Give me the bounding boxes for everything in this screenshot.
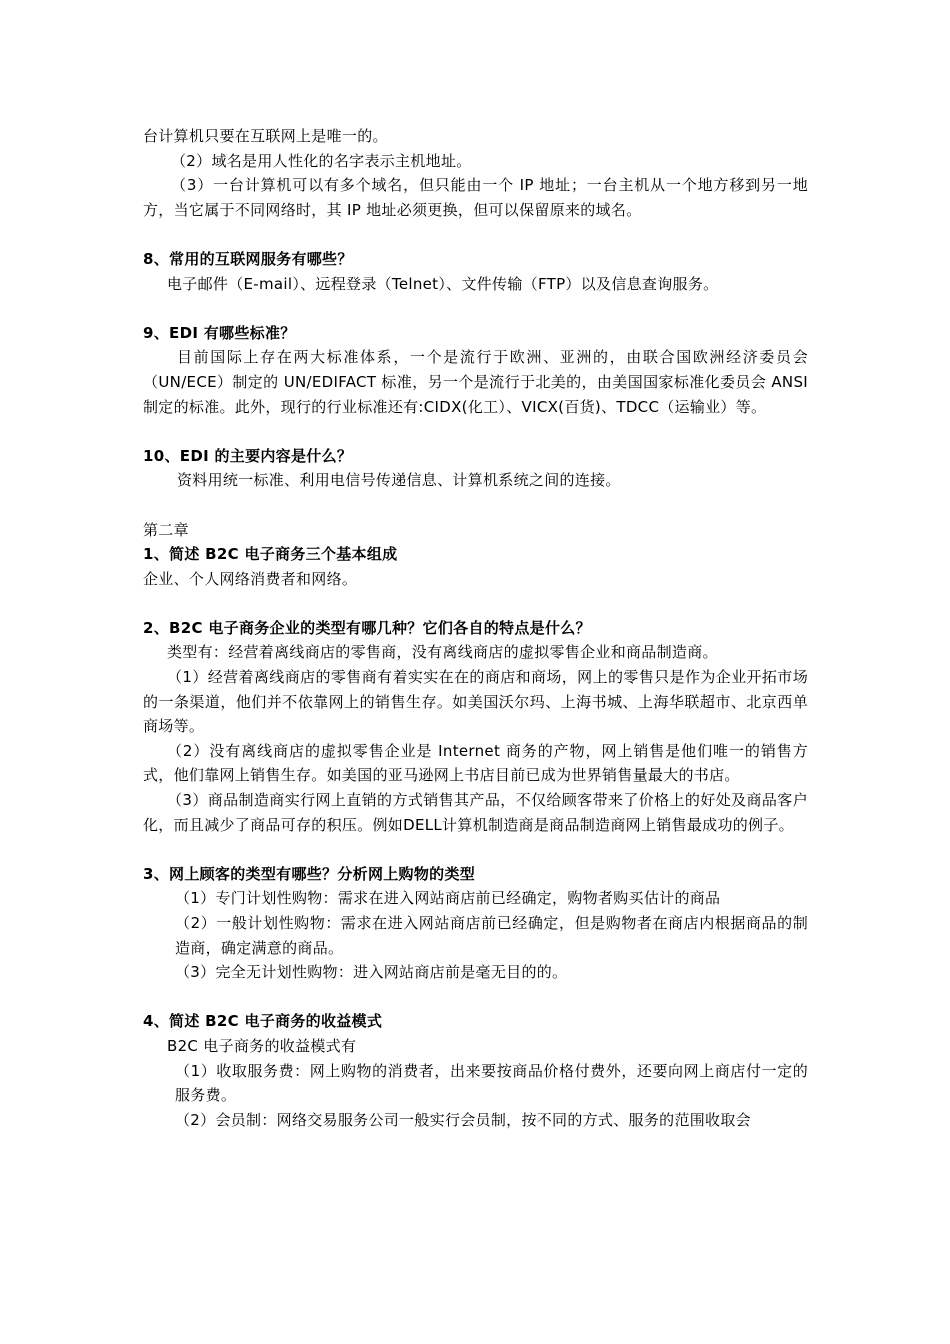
answer-text: 电子邮件（E-mail）、远程登录（Telnet）、文件传输（FTP）以及信息查询服务。: [167, 274, 719, 293]
paragraph-text: （3）一台计算机可以有多个域名，但只能由一个 IP 地址；一台主机从一个地方移到另一地方，当它属于不同网络时，其 IP 地址必须更换，但可以保留原来的域名。: [143, 176, 808, 219]
question-heading: 8、常用的互联网服务有哪些？: [143, 249, 353, 268]
question-heading: 3、网上顾客的类型有哪些？分析网上购物的类型: [143, 864, 476, 883]
answer-text: 企业、个人网络消费者和网络。: [143, 569, 358, 588]
answer-text: （2）没有离线商店的虚拟零售企业是 Internet 商务的产物，网上销售是他们唯一的销售方式，他们靠网上销售生存。如美国的亚马逊网上书店目前已成为世界销售量最大的书店。: [143, 741, 808, 785]
answer-text: （3）商品制造商实行网上直销的方式销售其产品，不仅给顾客带来了价格上的好处及商品客户化，而且减少了商品可存的积压。例如DELL计算机制造商是商品制造商网上销售最成功的例子。: [143, 791, 808, 834]
document-page: [143, 124, 808, 1132]
answer-text: （1）专门计划性购物：需求在进入网站商店前已经确定，购物者购买估计的商品: [175, 889, 721, 908]
answer-text: （2）一般计划性购物：需求在进入网站商店前已经确定，但是购物者在商店内根据商品的制造商，确定满意的商品。: [175, 914, 808, 957]
chapter-title: 第二章: [143, 520, 189, 539]
question-heading: 1、简述 B2C 电子商务三个基本组成: [143, 545, 398, 564]
question-heading: 2、B2C 电子商务企业的类型有哪几种？它们各自的特点是什么？: [143, 618, 591, 637]
answer-text: （2）会员制：网络交易服务公司一般实行会员制，按不同的方式、服务的范围收取会: [175, 1110, 751, 1129]
answer-text: （1）收取服务费：网上购物的消费者，出来要按商品价格付费外，还要向网上商店付一定的服务费。: [175, 1061, 808, 1105]
paragraph-text: 台计算机只要在互联网上是唯一的。: [143, 127, 388, 145]
question-heading: 10、EDI 的主要内容是什么？: [143, 446, 353, 465]
answer-text: （1）经营着离线商店的零售商有着实实在在的商店和商场，网上的零售只是作为企业开拓市场的一条渠道，他们并不依靠网上的销售生存。如美国沃尔玛、上海书城、上海华联超市、北京西单商场等。: [143, 668, 808, 736]
answer-text: 类型有：经营着离线商店的零售商，没有离线商店的虚拟零售企业和商品制造商。: [167, 643, 718, 662]
question-heading: 9、EDI 有哪些标准？: [143, 323, 296, 342]
answer-text: 目前国际上存在两大标准体系，一个是流行于欧洲、亚洲的，由联合国欧洲经济委员会（UN/ECE）制定的 UN/EDIFACT 标准，另一个是流行于北美的，由美国国家标准化委员会 ANSI 制定的标准。此外，现行的行业标准还有:CIDX(化工）、VICX(百货)、TDCC（运输业）等。: [143, 348, 808, 416]
answer-text: 资料用统一标准、利用电信号传递信息、计算机系统之间的连接。: [177, 471, 621, 490]
question-heading: 4、简述 B2C 电子商务的收益模式: [143, 1012, 383, 1031]
paragraph-text: （2）域名是用人性化的名字表示主机地址。: [171, 151, 472, 170]
answer-text: （3）完全无计划性购物：进入网站商店前是毫无目的的。: [175, 963, 568, 982]
answer-text: B2C 电子商务的收益模式有: [167, 1036, 357, 1055]
